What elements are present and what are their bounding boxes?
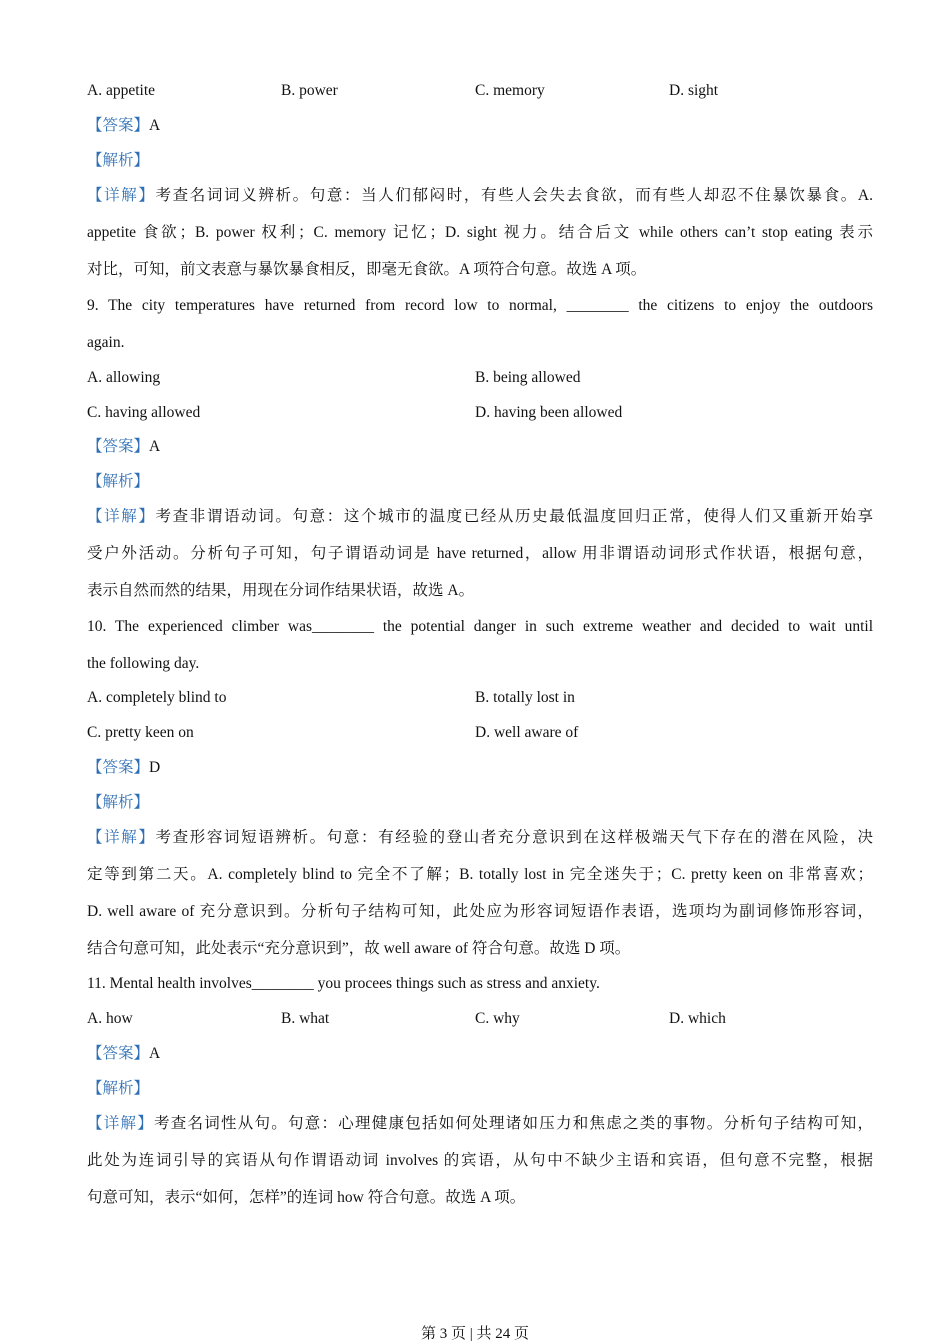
- answer-line: [87, 758, 160, 778]
- document-page: [87, 0, 877, 1344]
- answer-label: 【答案】: [87, 759, 150, 776]
- answer-value: A: [149, 117, 161, 134]
- answer-label: 【答案】: [87, 1045, 150, 1062]
- detail-line: 对比，可知，前文表意与暴饮暴食相反，即毫无食欲。A 项符合句意。故选 A 项。: [87, 261, 647, 278]
- detail-line: 句意可知，表示“如何，怎样”的连词 how 符合句意。故选 A 项。: [87, 1189, 526, 1206]
- analysis-label: 【解析】: [87, 152, 150, 169]
- detail-line: 受户外活动。分析句子可知，句子谓语动词是 have returned，allow 用非谓语动词形式作状语，根据句意，: [87, 545, 873, 562]
- detail-line: 定等到第二天。A. completely blind to 完全不了解；B. totally lost in 完全迷失于；C. pretty keen on 非常喜欢；: [87, 866, 873, 883]
- option-d: D. well aware of: [475, 724, 579, 741]
- option-d: D. sight: [669, 82, 719, 99]
- option-c: C. having allowed: [87, 404, 201, 421]
- option-a: A. appetite: [87, 82, 156, 99]
- option-d: D. which: [669, 1010, 726, 1027]
- answer-line: [87, 116, 160, 136]
- option-d: D. having been allowed: [475, 404, 623, 421]
- detail-line: D. well aware of 充分意识到。分析句子结构可知，此处应为形容词短语作表语，选项均为副词修饰形容词，: [87, 903, 873, 920]
- answer-label: 【答案】: [87, 117, 150, 134]
- detail-line: 表示自然而然的结果，用现在分词作结果状语，故选 A。: [87, 582, 475, 599]
- option-a: A. allowing: [87, 369, 161, 386]
- question-9-stem-cont: again.: [87, 334, 125, 351]
- question-9-stem: 9. The city temperatures have returned from record low to normal, ________ the citizens to enjoy the outdoors: [87, 297, 873, 314]
- answer-value: D: [149, 759, 161, 776]
- option-b: B. power: [281, 82, 338, 99]
- question-10-stem: 10. The experienced climber was________ the potential danger in such extreme weather and decided to wait until: [87, 618, 873, 635]
- option-b: B. what: [281, 1010, 330, 1027]
- answer-label: 【答案】: [87, 438, 150, 455]
- analysis-label: 【解析】: [87, 794, 150, 811]
- detail-line: 结合句意可知，此处表示“充分意识到”，故 well aware of 符合句意。故选 D 项。: [87, 940, 631, 957]
- option-a: A. completely blind to: [87, 689, 227, 706]
- detail-label: 【详解】: [87, 508, 156, 525]
- detail-label: 【详解】: [87, 187, 156, 204]
- option-c: C. memory: [475, 82, 545, 99]
- detail-label: 【详解】: [87, 829, 156, 846]
- answer-line: [87, 1044, 160, 1064]
- option-c: C. pretty keen on: [87, 724, 194, 741]
- question-10-stem-cont: the following day.: [87, 655, 200, 672]
- detail-line: 【详解】考查非谓语动词。句意：这个城市的温度已经从历史最低温度回归正常，使得人们又重新开始享: [87, 508, 873, 525]
- page-footer: 第 3 页 | 共 24 页: [420, 1326, 529, 1342]
- detail-line: 【详解】考查名词性从句。句意：心理健康包括如何处理诸如压力和焦虑之类的事物。分析句子结构可知，: [87, 1115, 873, 1132]
- detail-label: 【详解】: [87, 1115, 154, 1132]
- detail-line: 【详解】考查名词词义辨析。句意：当人们郁闷时，有些人会失去食欲，而有些人却忍不住暴饮暴食。A.: [87, 187, 873, 204]
- detail-line: appetite 食欲；B. power 权利；C. memory 记忆；D. sight 视力。结合后文 while others can’t stop eating 表示: [87, 224, 873, 241]
- detail-line: 【详解】考查形容词短语辨析。句意：有经验的登山者充分意识到在这样极端天气下存在的潜在风险，决: [87, 829, 873, 846]
- option-b: B. being allowed: [475, 369, 581, 386]
- option-a: A. how: [87, 1010, 133, 1027]
- analysis-label: 【解析】: [87, 473, 150, 490]
- answer-value: A: [149, 438, 161, 455]
- answer-line: [87, 437, 160, 457]
- option-b: B. totally lost in: [475, 689, 575, 706]
- analysis-label: 【解析】: [87, 1080, 150, 1097]
- question-11-stem: 11. Mental health involves________ you procees things such as stress and anxiety.: [87, 975, 600, 992]
- detail-line: 此处为连词引导的宾语从句作谓语动词 involves 的宾语，从句中不缺少主语和宾语，但句意不完整，根据: [87, 1152, 873, 1169]
- answer-value: A: [149, 1045, 161, 1062]
- option-c: C. why: [475, 1010, 520, 1027]
